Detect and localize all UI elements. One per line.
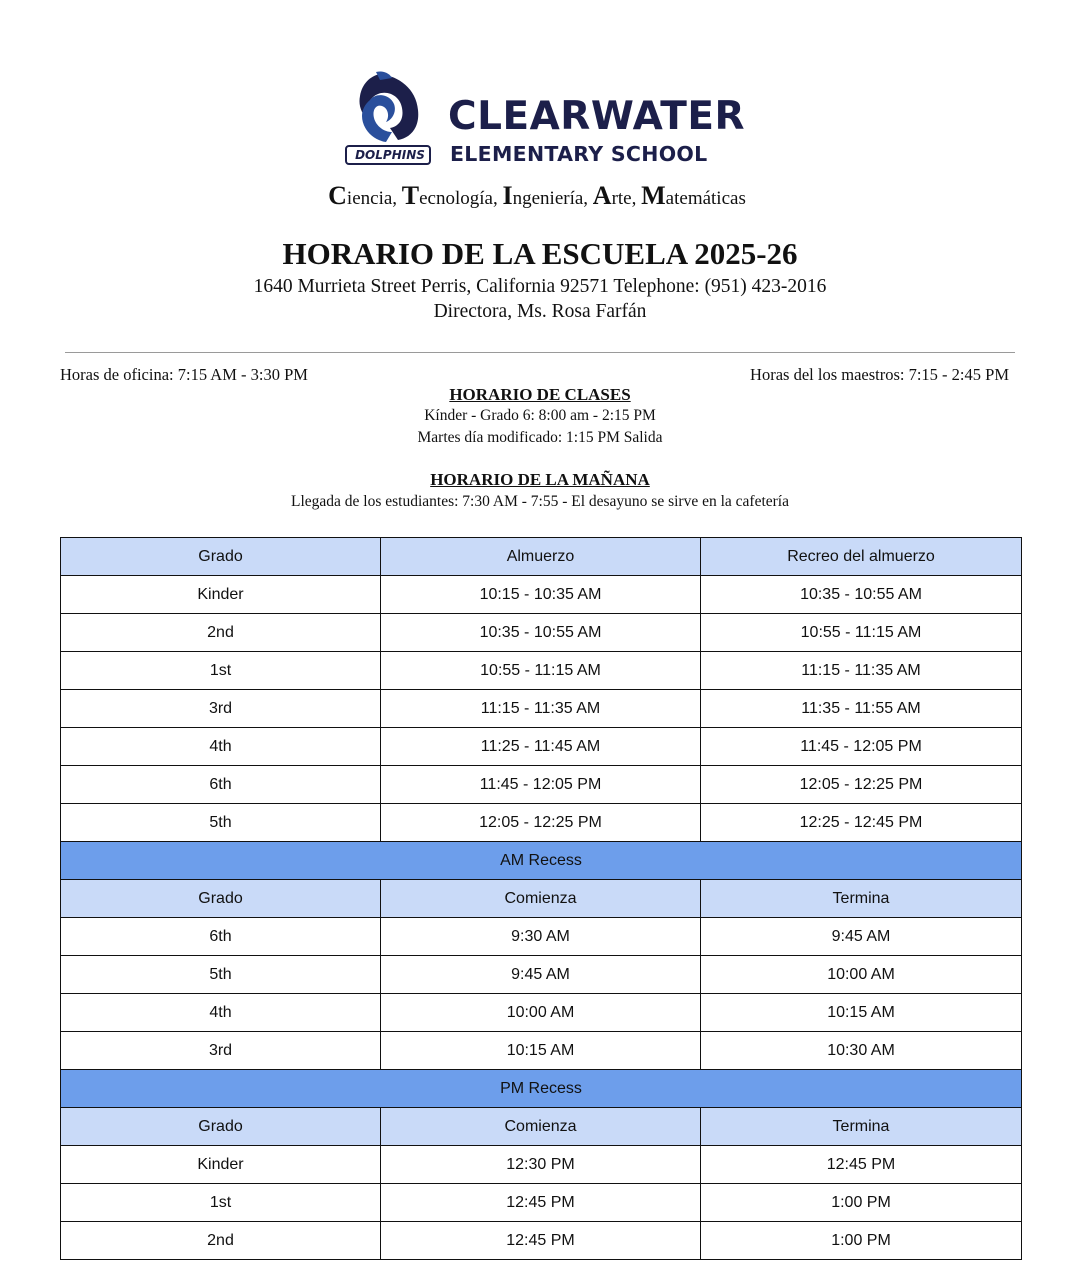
grade-cell: Kinder: [61, 576, 381, 614]
end-time-cell: 12:45 PM: [701, 1146, 1022, 1184]
end-time-cell: 9:45 AM: [701, 918, 1022, 956]
school-logo: [340, 70, 746, 170]
stem-word-matematicas: Matemáticas: [641, 181, 746, 210]
lunch-recess-cell: 12:25 - 12:45 PM: [701, 804, 1022, 842]
grade-cell: 4th: [61, 728, 381, 766]
lunch-time-cell: 10:35 - 10:55 AM: [381, 614, 701, 652]
lunch-recess-cell: 11:35 - 11:55 AM: [701, 690, 1022, 728]
logo-mascot-text: DOLPHINS: [355, 148, 425, 162]
class-schedule-hours: Kínder - Grado 6: 8:00 am - 2:15 PM: [424, 407, 656, 424]
table-row: [61, 994, 1022, 1032]
grade-cell: Kinder: [61, 1146, 381, 1184]
table-row: [61, 576, 1022, 614]
start-time-cell: 12:45 PM: [381, 1184, 701, 1222]
column-header: Comienza: [381, 880, 701, 918]
lunch-recess-cell: 11:15 - 11:35 AM: [701, 652, 1022, 690]
principal-name: Directora, Ms. Rosa Farfán: [433, 301, 647, 322]
column-header: Grado: [61, 538, 381, 576]
table-row: [61, 804, 1022, 842]
table-row: [61, 652, 1022, 690]
morning-arrival-line: Llegada de los estudiantes: 7:30 AM - 7:55 - El desayuno se sirve en la cafetería: [291, 493, 789, 510]
column-header: Termina: [701, 1108, 1022, 1146]
teacher-hours: Horas del los maestros: 7:15 - 2:45 PM: [750, 365, 1009, 384]
school-address: 1640 Murrieta Street Perris, California 92571 Telephone: (951) 423-2016: [253, 276, 827, 297]
schedule-table: [60, 537, 1022, 1260]
stem-tagline: Ciencia, Tecnología, Ingeniería, Arte, Matemáticas: [328, 181, 746, 210]
office-hours: Horas de oficina: 7:15 AM - 3:30 PM: [60, 365, 308, 384]
end-time-cell: 1:00 PM: [701, 1184, 1022, 1222]
start-time-cell: 12:30 PM: [381, 1146, 701, 1184]
table-row: [61, 1032, 1022, 1070]
pm-recess-header-row: [61, 1108, 1022, 1146]
table-row: [61, 1184, 1022, 1222]
grade-cell: 2nd: [61, 1222, 381, 1260]
lunch-recess-cell: 10:35 - 10:55 AM: [701, 576, 1022, 614]
am-recess-header-row: [61, 880, 1022, 918]
lunch-time-cell: 12:05 - 12:25 PM: [381, 804, 701, 842]
column-header: Grado: [61, 880, 381, 918]
end-time-cell: 1:00 PM: [701, 1222, 1022, 1260]
column-header: Grado: [61, 1108, 381, 1146]
table-row: [61, 1222, 1022, 1260]
stem-word-arte: Arte: [592, 181, 632, 210]
start-time-cell: 12:45 PM: [381, 1222, 701, 1260]
table-row: [61, 1146, 1022, 1184]
stem-word-tecnologia: Tecnología: [401, 181, 493, 210]
logo-school-subtitle: ELEMENTARY SCHOOL: [450, 142, 708, 166]
grade-cell: 1st: [61, 652, 381, 690]
lunch-time-cell: 10:55 - 11:15 AM: [381, 652, 701, 690]
start-time-cell: 10:15 AM: [381, 1032, 701, 1070]
column-header: Termina: [701, 880, 1022, 918]
logo-school-name: CLEARWATER: [448, 94, 746, 139]
page-title: HORARIO DE LA ESCUELA 2025-26: [282, 236, 798, 271]
lunch-time-cell: 10:15 - 10:35 AM: [381, 576, 701, 614]
column-header: Comienza: [381, 1108, 701, 1146]
pm-recess-band: [61, 1070, 1022, 1108]
am-recess-label: AM Recess: [61, 842, 1022, 880]
table-row: [61, 690, 1022, 728]
lunch-time-cell: 11:45 - 12:05 PM: [381, 766, 701, 804]
lunch-recess-cell: 12:05 - 12:25 PM: [701, 766, 1022, 804]
lunch-header-row: [61, 538, 1022, 576]
end-time-cell: 10:00 AM: [701, 956, 1022, 994]
pm-recess-label: PM Recess: [61, 1070, 1022, 1108]
class-schedule-title: HORARIO DE CLASES: [449, 385, 631, 404]
morning-schedule-title: HORARIO DE LA MAÑANA: [430, 470, 650, 489]
grade-cell: 6th: [61, 918, 381, 956]
lunch-recess-cell: 11:45 - 12:05 PM: [701, 728, 1022, 766]
class-schedule-modified-day: Martes día modificado: 1:15 PM Salida: [417, 429, 663, 446]
lunch-time-cell: 11:25 - 11:45 AM: [381, 728, 701, 766]
table-row: [61, 918, 1022, 956]
grade-cell: 3rd: [61, 1032, 381, 1070]
lunch-recess-cell: 10:55 - 11:15 AM: [701, 614, 1022, 652]
grade-cell: 3rd: [61, 690, 381, 728]
start-time-cell: 9:30 AM: [381, 918, 701, 956]
grade-cell: 6th: [61, 766, 381, 804]
column-header: Recreo del almuerzo: [701, 538, 1022, 576]
lunch-time-cell: 11:15 - 11:35 AM: [381, 690, 701, 728]
table-row: [61, 728, 1022, 766]
start-time-cell: 9:45 AM: [381, 956, 701, 994]
stem-word-ciencia: Ciencia: [328, 181, 393, 210]
start-time-cell: 10:00 AM: [381, 994, 701, 1032]
end-time-cell: 10:15 AM: [701, 994, 1022, 1032]
grade-cell: 2nd: [61, 614, 381, 652]
grade-cell: 4th: [61, 994, 381, 1032]
table-row: [61, 614, 1022, 652]
am-recess-band: [61, 842, 1022, 880]
stem-word-ingenieria: Ingeniería: [502, 181, 584, 210]
table-row: [61, 766, 1022, 804]
grade-cell: 5th: [61, 804, 381, 842]
column-header: Almuerzo: [381, 538, 701, 576]
table-row: [61, 956, 1022, 994]
grade-cell: 1st: [61, 1184, 381, 1222]
divider: [65, 352, 1015, 353]
grade-cell: 5th: [61, 956, 381, 994]
end-time-cell: 10:30 AM: [701, 1032, 1022, 1070]
